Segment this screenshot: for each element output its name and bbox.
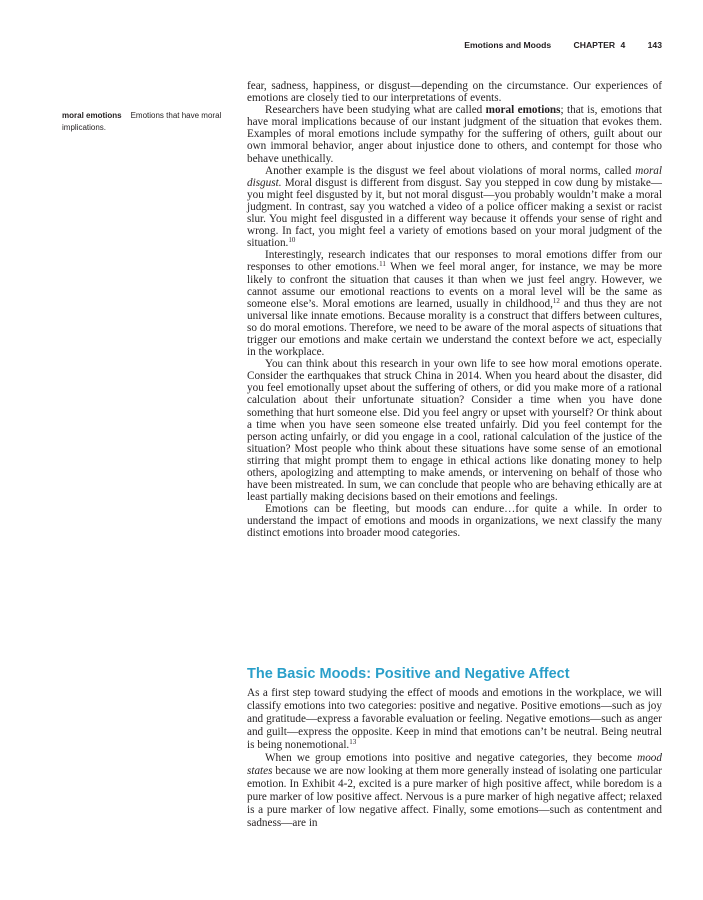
section-paragraph-2 (247, 752, 662, 830)
paragraph-3-text-b: Moral disgust is different from disgust. Say you stepped in cow dung by mistake—you might feel disgusted by it, but not moral disgust—you probably wouldn’t make a moral judgment. In contrast, say you watched a video of a police officer making a sexist or racist slur. You might feel disgusted in a different way because it offends your sense of right and wrong. In fact, you might feel a variety of emotions based on your moral judgment of the situation. (247, 176, 662, 250)
term-moral-disgust: moral disgust. (247, 164, 662, 189)
paragraph-4-text-c: and thus they are not universal like innate emotions. Because morality is a construct that differs between cultures, so do moral emotions. Therefore, we need to be aware of the moral aspects of situations that trigger our emotions and make certain we understand the context before we act, especially in the workplace. (247, 297, 662, 359)
paragraph-4-text-b: When we feel moral anger, for instance, we may be more likely to confront the situation that causes it than when we just feel angry. However, we cannot assume our emotional reactions to events on a moral level will be the same as someone else’s. Moral emotions are learned, usually in childhood, (247, 261, 662, 310)
term-mood-states: mood states (247, 752, 662, 777)
section-body-text (247, 687, 662, 830)
paragraph-3-text-a: Another example is the disgust we feel about violations of moral norms, called (265, 164, 636, 177)
running-title: Emotions and Moods (464, 40, 552, 50)
paragraph-1: fear, sadness, happiness, or disgust—depending on the circumstance. Our experiences of emotions are closely tied to our interpretations of events. (247, 80, 662, 105)
section-paragraph-1 (247, 687, 662, 752)
paragraph-5: You can think about this research in your own life to see how moral emotions operate. Consider the earthquakes that struck China in 2014. When you heard about the disaster, did you feel emotionally upset about the suffering of others, or did you make more of a rational calculation about their unfortunate situation? Consider a time when you have done something that hurt someone else. Did you feel angry or upset with yourself? Or think about a time when you have seen someone else treated unfairly. Did you feel contempt for the person acting unfairly, or did you engage in a cool, rational calculation of the justice of the situation? Most people who think about these situations have some sense of an emotional stirring that might prompt them to engage in ethical actions like donating money to help others, apologizing and attempting to make amends, or intervening on behalf of those who have been mistreated. In sum, we can conclude that people who are behaving ethically are at least partially making decisions based on their emotions and feelings. (247, 358, 662, 504)
paragraph-2-text-b: ; that is, emotions that have moral implications because of our instant judgment of the situation that evokes them. Examples of moral emotions include sympathy for the suffering of others, guilt about our own immoral behavior, anger about injustice done to others, and contempt for those who behave unethically. (247, 104, 662, 165)
page-number: 143 (647, 40, 662, 50)
paragraph-2-text-a: Researchers have been studying what are called (265, 104, 486, 117)
paragraph-2 (247, 104, 662, 164)
margin-glossary-note (62, 110, 242, 134)
section-paragraph-1-text: As a first step toward studying the effect of moods and emotions in the workplace, we will classify emotions into two categories: positive and negative. Positive emotions—such as joy and gratitude—express a favorable evaluation or feeling. Negative emotions—such as anger and guilt—express the opposite. Keep in mind that emotions can’t be neutral. Being neutral is being nonemotional. (247, 687, 662, 751)
footnote-ref: 12 (552, 296, 560, 305)
section-paragraph-2-text-b: because we are now looking at them more generally instead of isolating one particular emotion. In Exhibit 4-2, excited is a pure marker of high positive affect, while boredom is a pure marker of low positive affect. Nervous is a pure marker of high negative affect; relaxed is a pure marker of low negative affect. Finally, some emotions—such as contentment and sadness—are in (247, 765, 662, 829)
glossary-definition: Emotions that have moral implications. (62, 111, 222, 132)
paragraph-6: Emotions can be fleeting, but moods can endure…for quite a while. In order to understand the impact of emotions and moods in organizations, we next classify the many distinct emotions into broader mood categories. (247, 503, 662, 540)
paragraph-4-text-a: Interestingly, research indicates that our responses to moral emotions differ from our responses to other emotions. (247, 249, 662, 274)
body-text (247, 80, 662, 540)
section-heading: The Basic Moods: Positive and Negative Affect (247, 666, 570, 682)
footnote-ref: 11 (379, 260, 386, 269)
section-paragraph-2-text-a: When we group emotions into positive and negative categories, they become (265, 752, 638, 764)
paragraph-4 (247, 249, 662, 358)
chapter-number: 4 (620, 40, 626, 50)
running-header (464, 40, 662, 50)
footnote-ref: 10 (288, 236, 296, 245)
footnote-ref: 13 (349, 738, 357, 746)
paragraph-3 (247, 165, 662, 250)
key-term-moral-emotions: moral emotions (485, 104, 561, 117)
glossary-term: moral emotions (62, 111, 122, 120)
chapter-label: CHAPTER (573, 40, 616, 50)
